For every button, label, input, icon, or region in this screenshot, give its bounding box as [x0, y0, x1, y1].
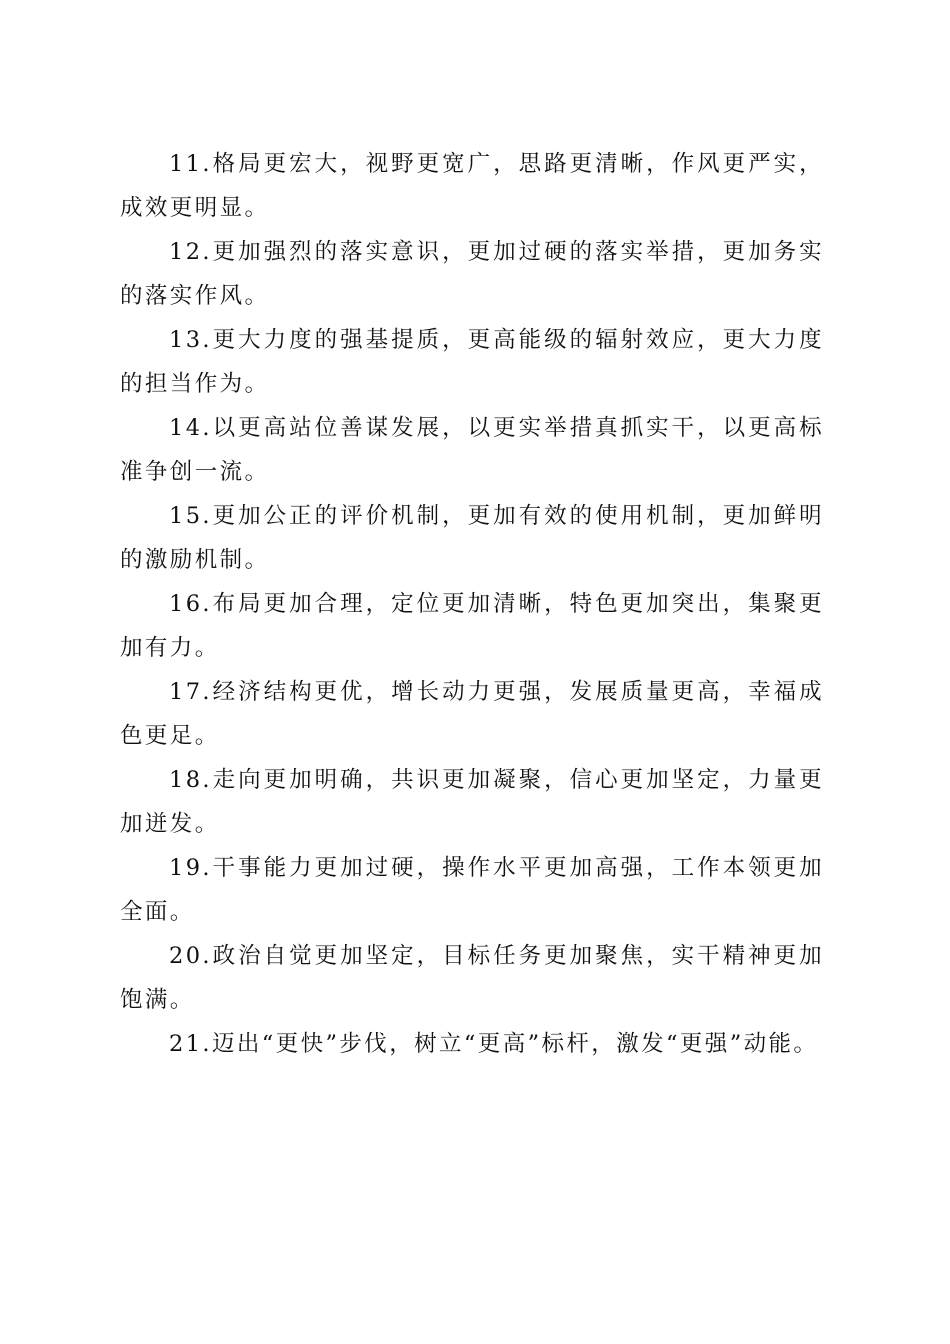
- paragraph-14: 14.以更高站位善谋发展，以更实举措真抓实干，以更高标准争创一流。: [120, 415, 824, 485]
- paragraph-17: 17.经济结构更优，增长动力更强，发展质量更高，幸福成色更足。: [120, 679, 824, 749]
- paragraph-11: 11.格局更宏大，视野更宽广，思路更清晰，作风更严实，成效更明显。: [120, 151, 824, 221]
- paragraph-16: 16.布局更加合理，定位更加清晰，特色更加突出，集聚更加有力。: [120, 591, 824, 661]
- document-body: [120, 142, 824, 1066]
- paragraph-13: 13.更大力度的强基提质，更高能级的辐射效应，更大力度的担当作为。: [120, 327, 824, 397]
- paragraph-19: 19.干事能力更加过硬，操作水平更加高强，工作本领更加全面。: [120, 855, 824, 925]
- paragraph-18: 18.走向更加明确，共识更加凝聚，信心更加坚定，力量更加迸发。: [120, 767, 824, 837]
- paragraph-20: 20.政治自觉更加坚定，目标任务更加聚焦，实干精神更加饱满。: [120, 943, 824, 1013]
- paragraph-15: 15.更加公正的评价机制，更加有效的使用机制，更加鲜明的激励机制。: [120, 503, 824, 573]
- paragraph-21: 21.迈出“更快”步伐，树立“更高”标杆，激发“更强”动能。: [169, 1031, 819, 1057]
- paragraph-12: 12.更加强烈的落实意识，更加过硬的落实举措，更加务实的落实作风。: [120, 239, 824, 309]
